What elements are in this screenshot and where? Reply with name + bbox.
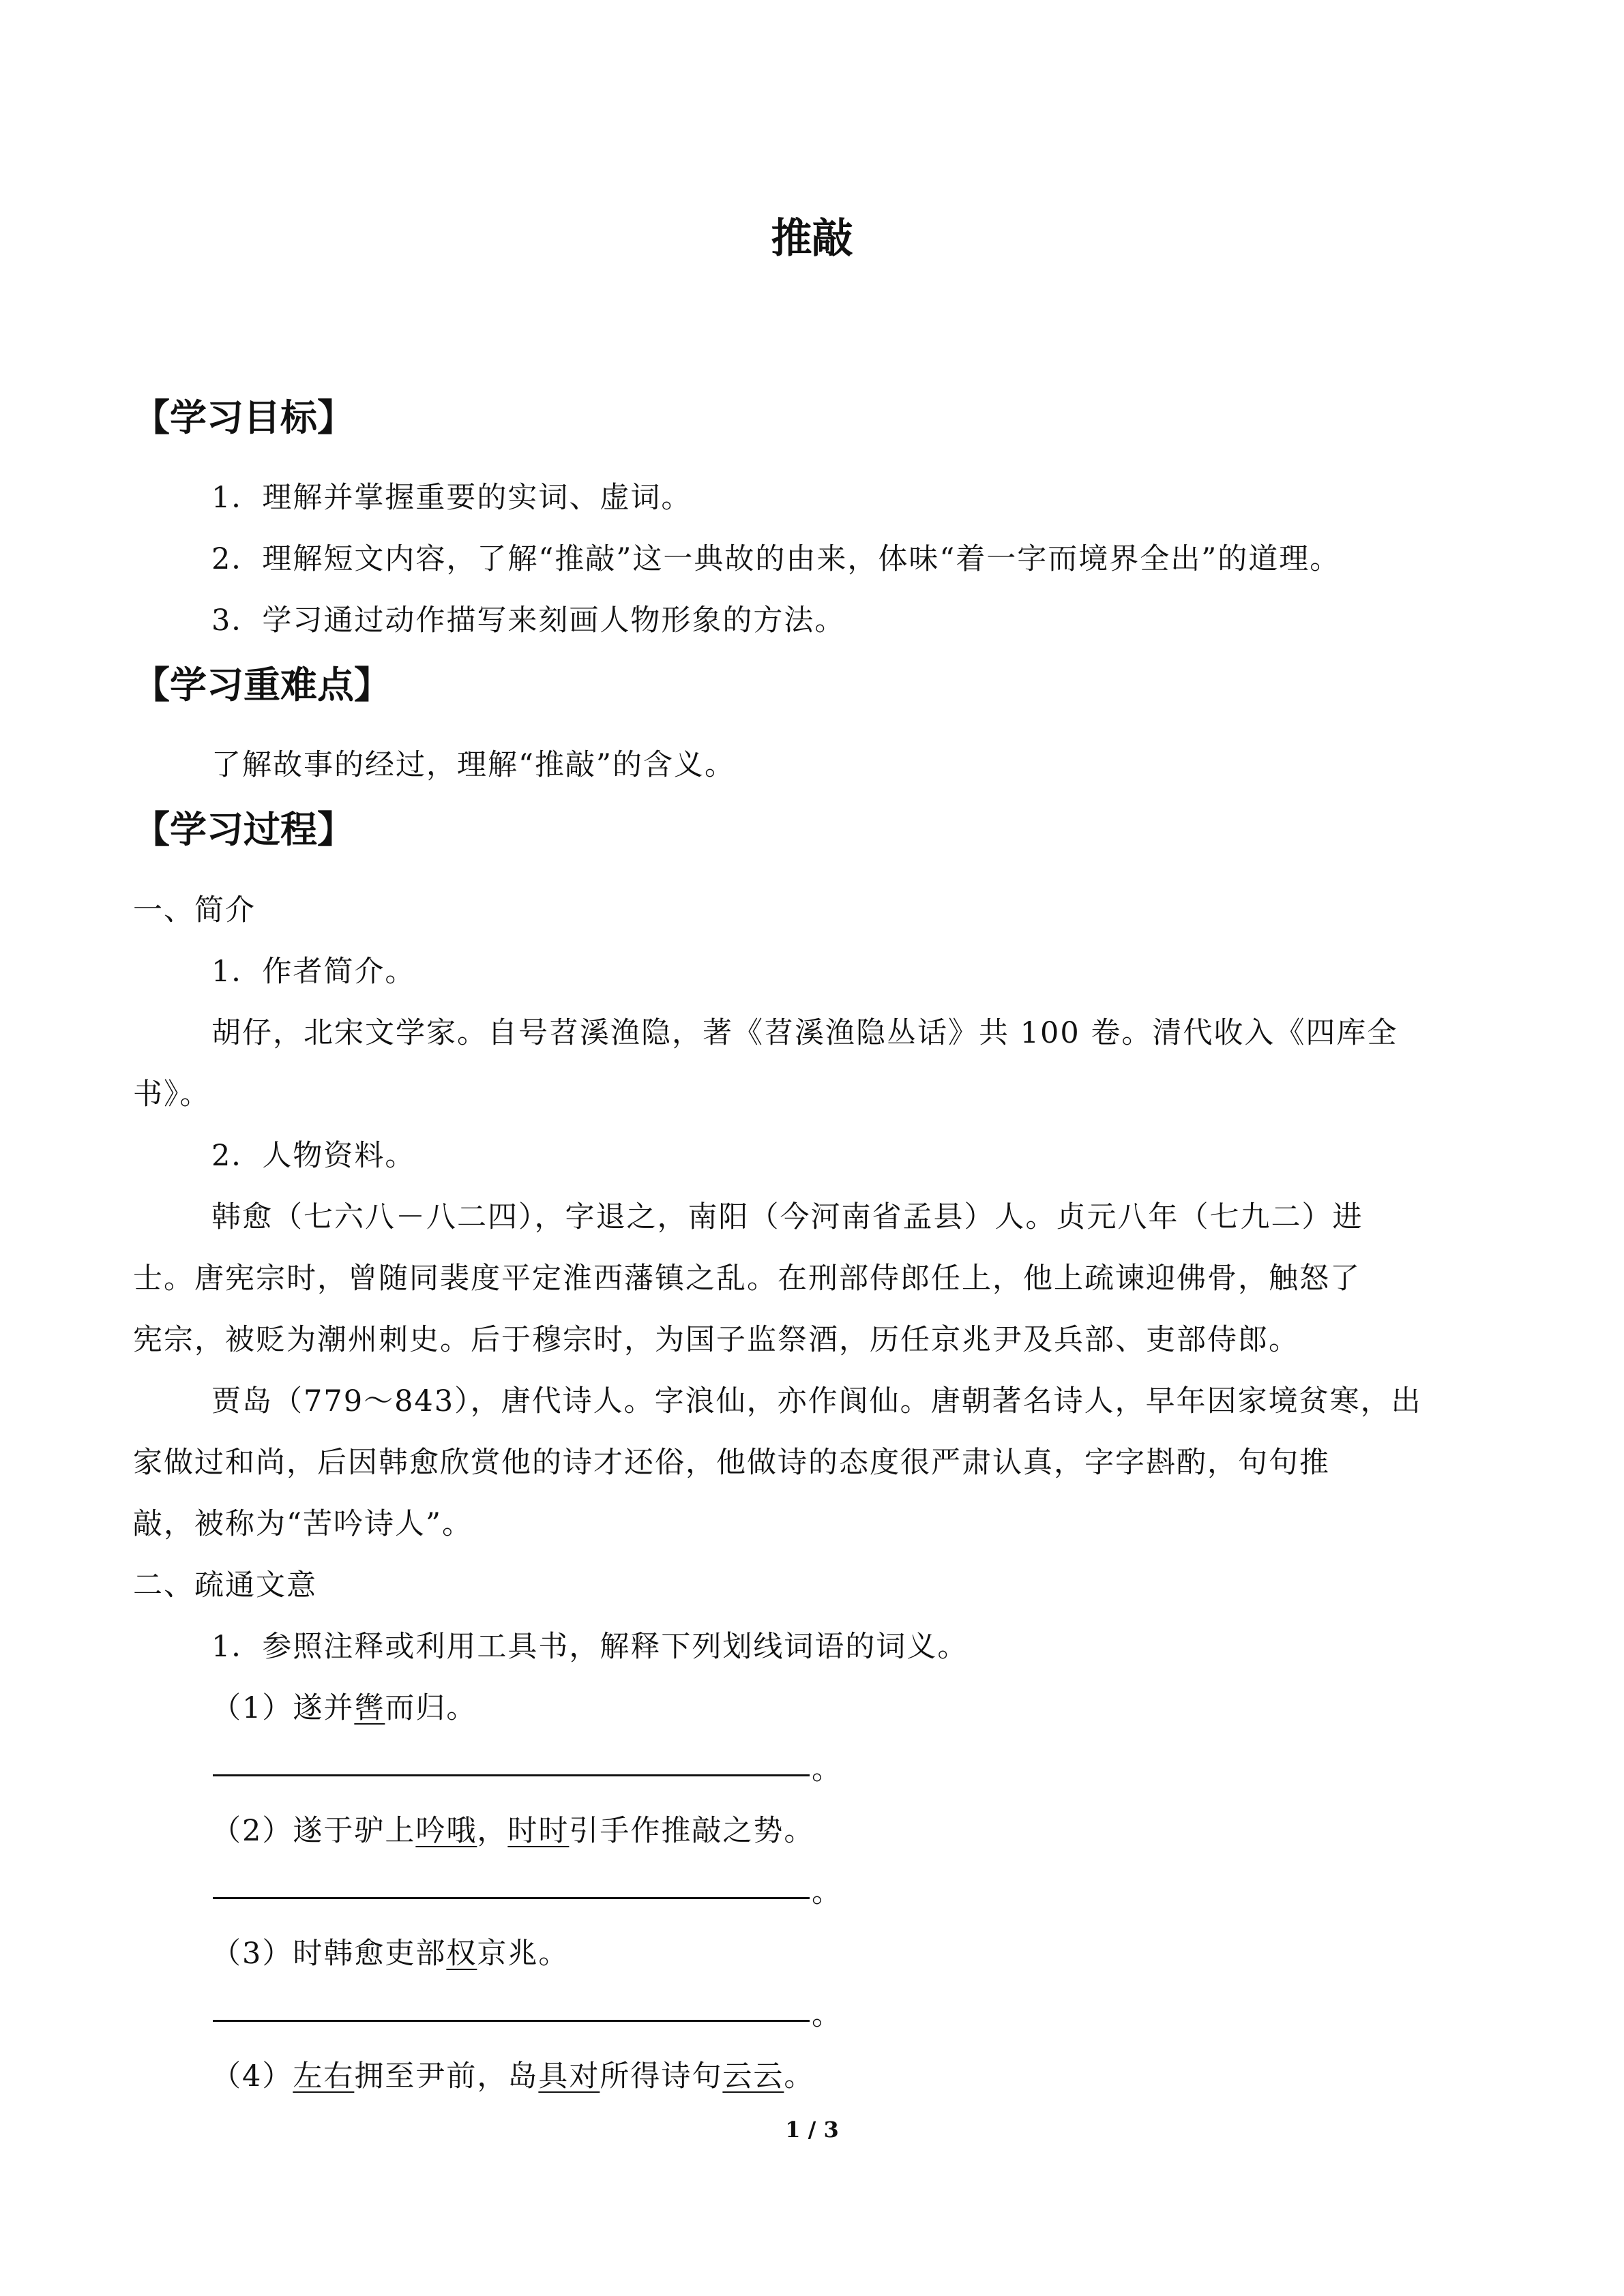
page-number: 1 / 3 [785, 2117, 839, 2143]
question-text: 所得诗句 [600, 2059, 723, 2093]
underlined-word: 左右 [293, 2059, 355, 2093]
comprehension-instruction: 1．参照注释或利用工具书，解释下列划线词语的词义。 [211, 1630, 969, 1664]
underlined-word: 时时 [507, 1814, 570, 1848]
comprehension-heading: 二、疏通文意 [133, 1568, 317, 1602]
jia-dao-line: 敲，被称为“苦吟诗人”。 [133, 1507, 473, 1541]
question-text: （3）时韩愈吏部 [211, 1937, 447, 1971]
question-text: 引手作推敲之势。 [569, 1814, 815, 1848]
question-text: （4） [211, 2059, 293, 2093]
underlined-word: 具对 [538, 2059, 600, 2093]
underlined-word: 吟哦 [415, 1814, 477, 1848]
question-text: 拥至尹前，岛 [354, 2059, 539, 2093]
underlined-word: 辔 [354, 1691, 385, 1725]
jia-dao-line: 贾岛（779～843），唐代诗人。字浪仙，亦作阆仙。唐朝著名诗人，早年因家境贫寒，出 [211, 1384, 1422, 1418]
intro-heading: 一、简介 [133, 893, 256, 927]
author-text-line: 书》。 [133, 1077, 211, 1112]
answer-blank-1[interactable] [213, 1774, 810, 1776]
author-label: 1．作者简介。 [211, 955, 416, 989]
people-label: 2．人物资料。 [211, 1139, 416, 1173]
question-3 [211, 1933, 569, 1974]
document-title: 推敲 [771, 215, 853, 263]
question-2 [211, 1810, 814, 1851]
answer-blank-3[interactable] [213, 2020, 810, 2022]
han-yu-line: 宪宗，被贬为潮州刺史。后于穆宗时，为国子监祭酒，历任京兆尹及兵部、吏部侍郎。 [133, 1323, 1299, 1357]
jia-dao-line: 家做过和尚，后因韩愈欣赏他的诗才还俗，他做诗的态度很严肃认真，字字斟酌，句句推 [133, 1446, 1330, 1480]
underlined-word: 权 [446, 1937, 477, 1971]
author-text-line: 胡仔，北宋文学家。自号苕溪渔隐，著《苕溪渔隐丛话》共 100 卷。清代收入《四库全 [211, 1016, 1398, 1050]
question-text: ， [477, 1814, 508, 1848]
question-text: （1）遂并 [211, 1691, 355, 1725]
question-text: 京兆。 [477, 1937, 570, 1971]
blank-period: 。 [812, 1998, 841, 2032]
underlined-word: 云云 [722, 2059, 784, 2093]
key-points-heading: 【学习重难点】 [133, 664, 391, 706]
han-yu-line: 韩愈（七六八－八二四），字退之，南阳（今河南省孟县）人。贞元八年（七九二）进 [211, 1200, 1363, 1234]
blank-period: 。 [812, 1875, 841, 1909]
question-text: 而归。 [385, 1691, 477, 1725]
answer-blank-2[interactable] [213, 1897, 810, 1899]
blank-period: 。 [812, 1753, 841, 1787]
objective-item: 3．学习通过动作描写来刻画人物形象的方法。 [211, 603, 846, 638]
objective-item: 2．理解短文内容，了解“推敲”这一典故的由来，体味“着一字而境界全出”的道理。 [211, 542, 1341, 576]
question-1 [211, 1688, 477, 1729]
han-yu-line: 士。唐宪宗时，曾随同裴度平定淮西藩镇之乱。在刑部侍郎任上，他上疏谏迎佛骨，触怒了 [133, 1262, 1361, 1296]
question-text: （2）遂于驴上 [211, 1814, 416, 1848]
question-4 [211, 2056, 814, 2097]
key-points-text: 了解故事的经过，理解“推敲”的含义。 [211, 748, 735, 782]
objectives-heading: 【学习目标】 [133, 396, 354, 439]
objective-item: 1．理解并掌握重要的实词、虚词。 [211, 481, 692, 515]
process-heading: 【学习过程】 [133, 808, 354, 851]
question-text: 。 [784, 2059, 815, 2093]
